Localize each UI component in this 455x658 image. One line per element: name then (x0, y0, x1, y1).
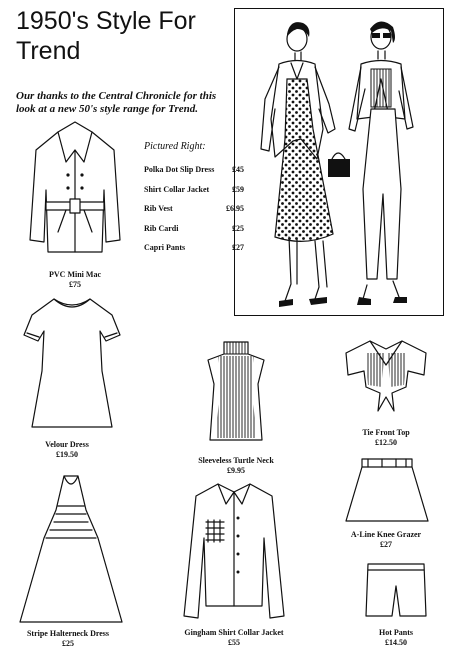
pvc-mini-mac-drawing (26, 120, 124, 265)
item-price: £6.95 (226, 204, 244, 213)
stripe-halterneck-dress-drawing (14, 474, 128, 626)
price-row (144, 243, 244, 263)
garment-price: £19.50 (56, 449, 78, 459)
item-price: £45 (232, 165, 244, 174)
sleeveless-turtle-neck-drawing (196, 340, 276, 446)
page-title (16, 6, 246, 66)
pictured-heading: Pictured Right: (144, 141, 206, 152)
model-left (261, 22, 350, 307)
caption-hot-pants (346, 628, 446, 647)
caption-gingham-shirt-collar-jacket (164, 628, 304, 647)
caption-stripe-halterneck-dress (2, 629, 134, 648)
item-name: Polka Dot Slip Dress (144, 165, 215, 174)
price-row (144, 224, 244, 244)
item-name: Rib Vest (144, 204, 173, 213)
caption-sleeveless-turtle-neck (176, 456, 296, 475)
caption-a-line-knee-grazer (330, 530, 442, 549)
a-line-knee-grazer-drawing (342, 455, 432, 527)
pictured-price-list (144, 165, 244, 263)
garment-name: Tie Front Top (362, 428, 410, 437)
garment-name: Velour Dress (45, 440, 89, 449)
fashion-illustration-frame (234, 8, 444, 316)
models-illustration (235, 9, 442, 314)
item-price: £59 (232, 184, 244, 194)
garment-name: PVC Mini Mac (49, 270, 101, 279)
garment-price: £25 (62, 638, 74, 648)
item-name: Capri Pants (144, 243, 186, 252)
garment-price: £75 (69, 279, 81, 289)
item-price: £27 (232, 243, 244, 252)
caption-tie-front-top (330, 428, 442, 447)
hot-pants-drawing (360, 560, 432, 622)
price-row (144, 165, 244, 185)
item-name: Rib Cardi (144, 223, 179, 233)
garment-price: £9.95 (227, 465, 245, 475)
garment-price: £14.50 (385, 637, 407, 647)
caption-pvc-mini-mac (20, 270, 130, 289)
price-row (144, 185, 244, 205)
garment-name: Hot Pants (379, 628, 413, 637)
gingham-shirt-collar-jacket-drawing (176, 478, 292, 624)
price-row (144, 204, 244, 224)
item-price: £25 (232, 223, 244, 233)
garment-price: £12.50 (375, 437, 397, 447)
tie-front-top-drawing (340, 337, 432, 419)
garment-name: Sleeveless Turtle Neck (198, 456, 274, 465)
garment-name: Stripe Halterneck Dress (26, 629, 110, 638)
model-right (349, 21, 413, 305)
garment-price: £27 (380, 539, 392, 549)
garment-price: £55 (228, 637, 240, 647)
title-line-2: Trend (16, 37, 81, 65)
item-name: Shirt Collar Jacket (144, 184, 210, 194)
velour-dress-drawing (16, 295, 128, 433)
garment-name: Gingham Shirt Collar Jacket (184, 628, 284, 637)
caption-velour-dress (12, 440, 122, 459)
title-line-1: 1950's Style For (16, 7, 196, 35)
garment-name: A-Line Knee Grazer (350, 530, 422, 539)
intro-text: Our thanks to the Central Chronicle for this look at a new 50's style range for Trend. (16, 90, 217, 115)
